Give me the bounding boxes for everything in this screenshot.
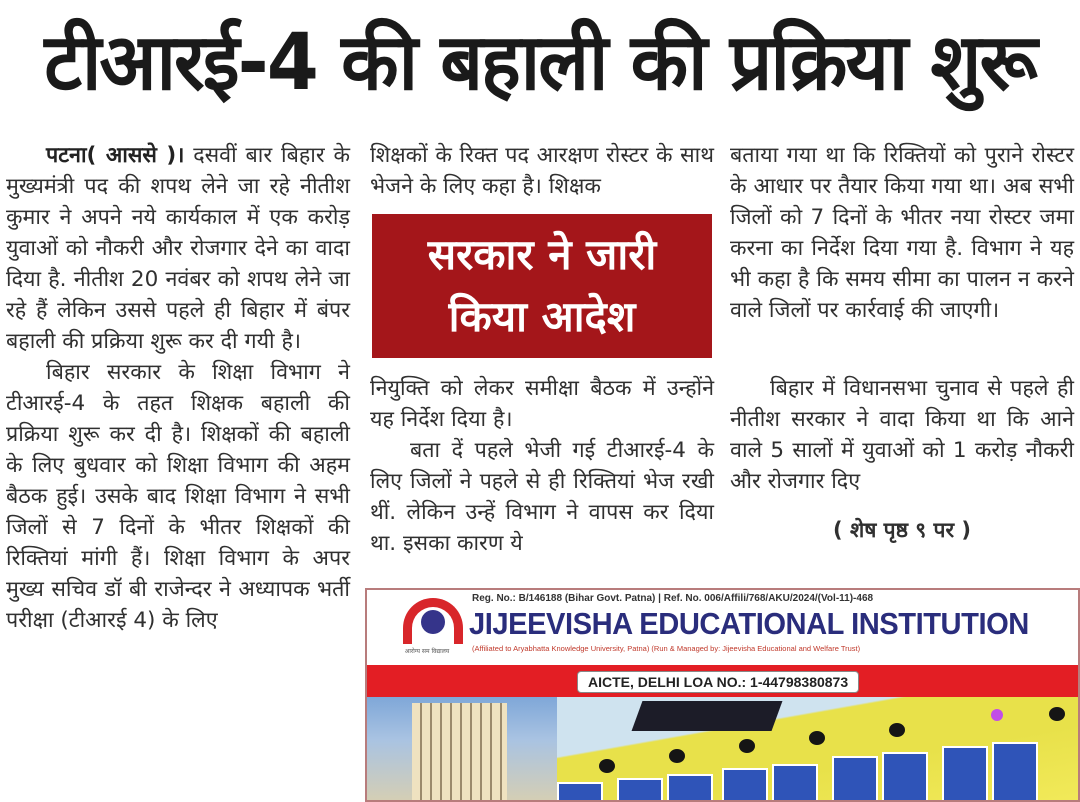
porthole-icon xyxy=(807,729,827,747)
paragraph-text: दसवीं बार बिहार के मुख्यमंत्री पद की शपथ लेने जा रहे नीतीश कुमार ने अपने नये कार्यकाल में एक करोड़ युवाओं को नौकरी और रोजगार देने का वादा दिया है. नीतीश 20 नवंबर को शपथ लेने जा रहे हैं लेकिन उससे पहले ही बिहार में बंपर बहाली की प्रक्रिया शुरू कर दी गयी है। xyxy=(6,143,350,354)
porthole-icon xyxy=(667,747,687,765)
roof-shape xyxy=(632,701,783,731)
window-icon xyxy=(667,774,713,802)
continued-note: ( शेष पृष्ठ ९ पर ) xyxy=(833,518,971,542)
subheading-line-1: सरकार ने जारी xyxy=(427,230,657,279)
institution-logo-icon xyxy=(399,596,467,648)
article-column-2-lower xyxy=(370,373,714,559)
subheading-box xyxy=(372,214,712,358)
institution-name: JIJEEVISHA EDUCATIONAL INSTITUTION xyxy=(469,606,1029,641)
paragraph: शिक्षकों के रिक्त पद आरक्षण रोस्टर के साथ भेजने के लिए कहा है। शिक्षक xyxy=(370,143,714,199)
paragraph: बिहार में विधानसभा चुनाव से पहले ही नीतीश सरकार ने वादा किया था कि आने वाले 5 सालों में युवाओं को 1 करोड़ नौकरी और रोजगार दिए xyxy=(730,376,1074,494)
headline: टीआरई-4 की बहाली की प्रक्रिया शुरू xyxy=(44,18,1036,108)
seal-icon xyxy=(421,610,445,634)
paragraph: बता दें पहले भेजी गई टीआरई-4 के लिए जिलों ने पहले से ही रिक्तियां भेज रखी थीं. लेकिन उन्हें विभाग ने वापस कर दिया था. इसका कारण ये xyxy=(370,438,714,556)
paragraph: बताया गया था कि रिक्तियों को पुराने रोस्टर के आधार पर तैयार किया गया था। अब सभी जिलों को 7 दिनों के भीतर नया रोस्टर जमा करना का निर्देश दिया गया है. विभाग ने यह भी कहा है कि समय सीमा का पालन न करने वाले जिलों पर कार्रवाई की जाएगी। xyxy=(730,143,1074,323)
window-icon xyxy=(557,782,603,802)
porthole-icon xyxy=(887,721,907,739)
window-icon xyxy=(882,752,928,802)
window-icon xyxy=(722,768,768,802)
affiliation-text: (Affiliated to Aryabhatta Knowledge University, Patna) (Run & Managed by: Jijeevisha Educational and Welfare Trust) xyxy=(472,644,861,653)
window-icon xyxy=(617,778,663,802)
building-photo-2 xyxy=(557,697,1080,802)
article-column-3 xyxy=(730,140,1074,326)
porthole-icon xyxy=(1047,705,1067,723)
article-column-2 xyxy=(370,140,714,202)
advertisement[interactable] xyxy=(365,588,1080,802)
ad-header xyxy=(367,590,1078,665)
porthole-icon xyxy=(597,757,617,775)
paragraph xyxy=(6,140,350,357)
article-column-3-lower xyxy=(730,373,1074,546)
window-icon xyxy=(832,756,878,802)
logo-caption: आरोग्य सम विद्यालय xyxy=(404,648,450,655)
paragraph: नियुक्ति को लेकर समीक्षा बैठक में उन्होंने यह निर्देश दिया है। xyxy=(370,376,714,432)
dateline: पटना( आससे )। xyxy=(46,143,185,168)
purple-dot xyxy=(991,709,1003,721)
paragraph: बिहार सरकार के शिक्षा विभाग ने टीआरई-4 के तहत शिक्षक बहाली की प्रक्रिया शुरू कर दी है। शिक्षकों की बहाली के लिए बुधवार को शिक्षा विभाग की अहम बैठक हुई। उसके बाद शिक्षा विभाग ने सभी जिलों से 7 दिनों के भीतर शिक्षकों की रिक्तियां मांगी हैं। शिक्षा विभाग के अपर मुख्य सचिव डॉ बी राजेन्दर ने अध्यापक भर्ती परीक्षा (टीआरई 4) के लिए xyxy=(6,360,350,633)
porthole-icon xyxy=(737,737,757,755)
window-icon xyxy=(992,742,1038,802)
window-icon xyxy=(942,746,988,802)
window-icon xyxy=(772,764,818,802)
aicte-number: AICTE, DELHI LOA NO.: 1-44798380873 xyxy=(577,671,859,693)
subheading-line-2: किया आदेश xyxy=(448,292,636,341)
registration-number: Reg. No.: B/146188 (Bihar Govt. Patna) | Ref. No. 006/Affili/768/AKU/2024/(Vol-11)-468 xyxy=(472,593,874,604)
article-column-1 xyxy=(6,140,350,636)
building-photo-1 xyxy=(367,697,557,802)
